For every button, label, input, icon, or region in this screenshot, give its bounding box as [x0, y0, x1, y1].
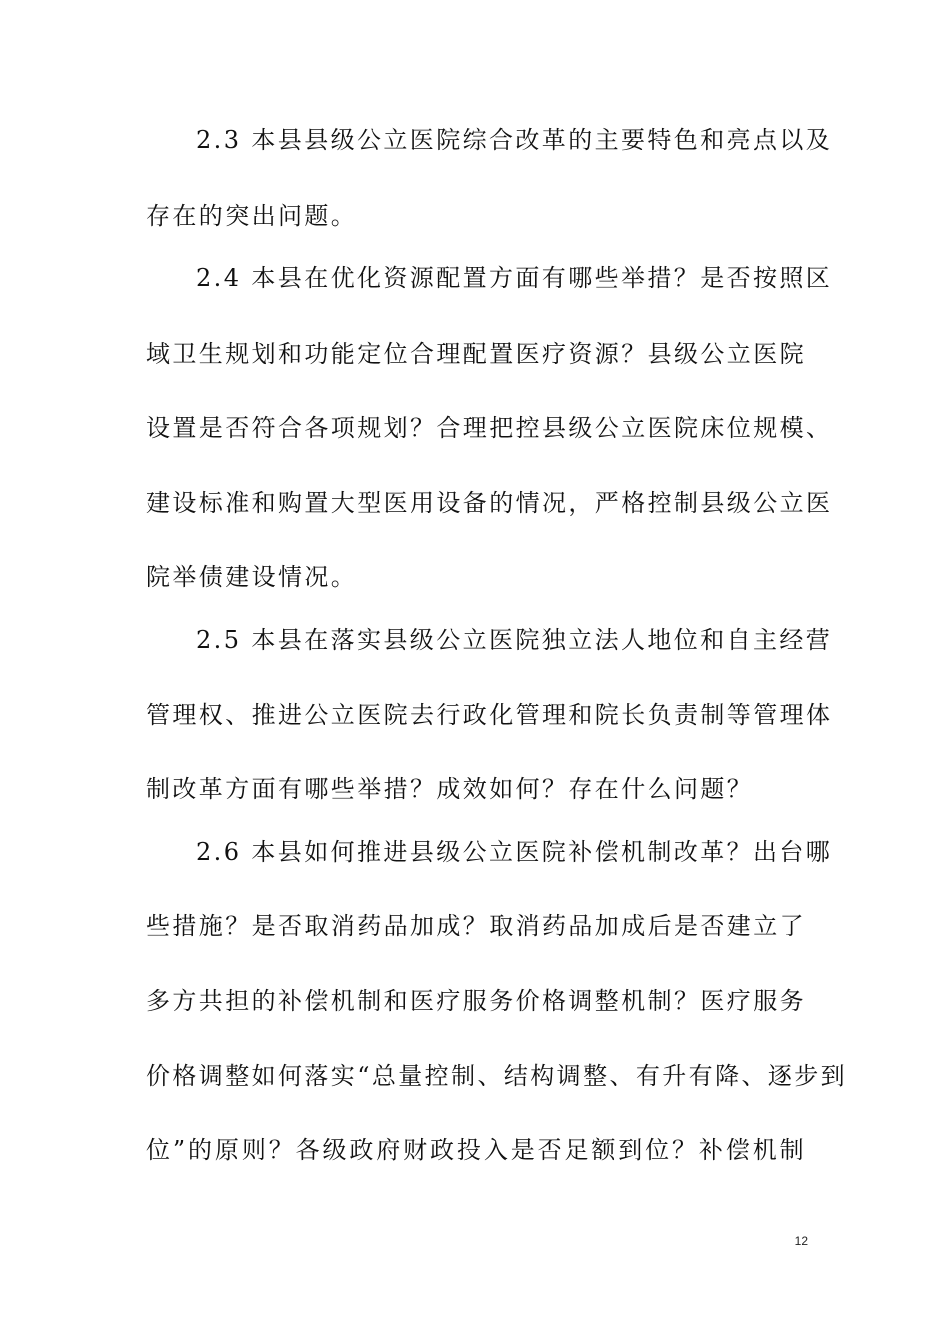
paragraph-2-5-line-3: 制改革方面有哪些举措？成效如何？存在什么问题？ — [146, 775, 754, 803]
paragraph-2-4-line-3: 设置是否符合各项规划？合理把控县级公立医院床位规模、 — [146, 414, 833, 442]
page-number: 12 — [794, 1234, 808, 1248]
paragraph-2-4-line-5: 院举债建设情况。 — [146, 563, 358, 591]
paragraph-2-3-line-1: 2.3 本县县级公立医院综合改革的主要特色和亮点以及 — [196, 126, 833, 154]
paragraph-2-6-line-2: 些措施？是否取消药品加成？取消药品加成后是否建立了 — [146, 912, 806, 940]
paragraph-2-4-line-1: 2.4 本县在优化资源配置方面有哪些举措？是否按照区 — [196, 264, 833, 292]
paragraph-2-4-line-4: 建设标准和购置大型医用设备的情况，严格控制县级公立医 — [146, 489, 833, 517]
paragraph-2-6-line-4: 价格调整如何落实“总量控制、结构调整、有升有降、逐步到 — [146, 1062, 848, 1090]
paragraph-2-6-line-1: 2.6 本县如何推进县级公立医院补偿机制改革？出台哪 — [196, 838, 833, 866]
paragraph-2-6-line-5: 位”的原则？各级政府财政投入是否足额到位？补偿机制 — [146, 1136, 806, 1164]
paragraph-2-4-line-2: 域卫生规划和功能定位合理配置医疗资源？县级公立医院 — [146, 340, 806, 368]
paragraph-2-5-line-1: 2.5 本县在落实县级公立医院独立法人地位和自主经营 — [196, 626, 833, 654]
paragraph-2-5-line-2: 管理权、推进公立医院去行政化管理和院长负责制等管理体 — [146, 701, 833, 729]
paragraph-2-6-line-3: 多方共担的补偿机制和医疗服务价格调整机制？医疗服务 — [146, 987, 806, 1015]
paragraph-2-3-line-2: 存在的突出问题。 — [146, 202, 358, 230]
